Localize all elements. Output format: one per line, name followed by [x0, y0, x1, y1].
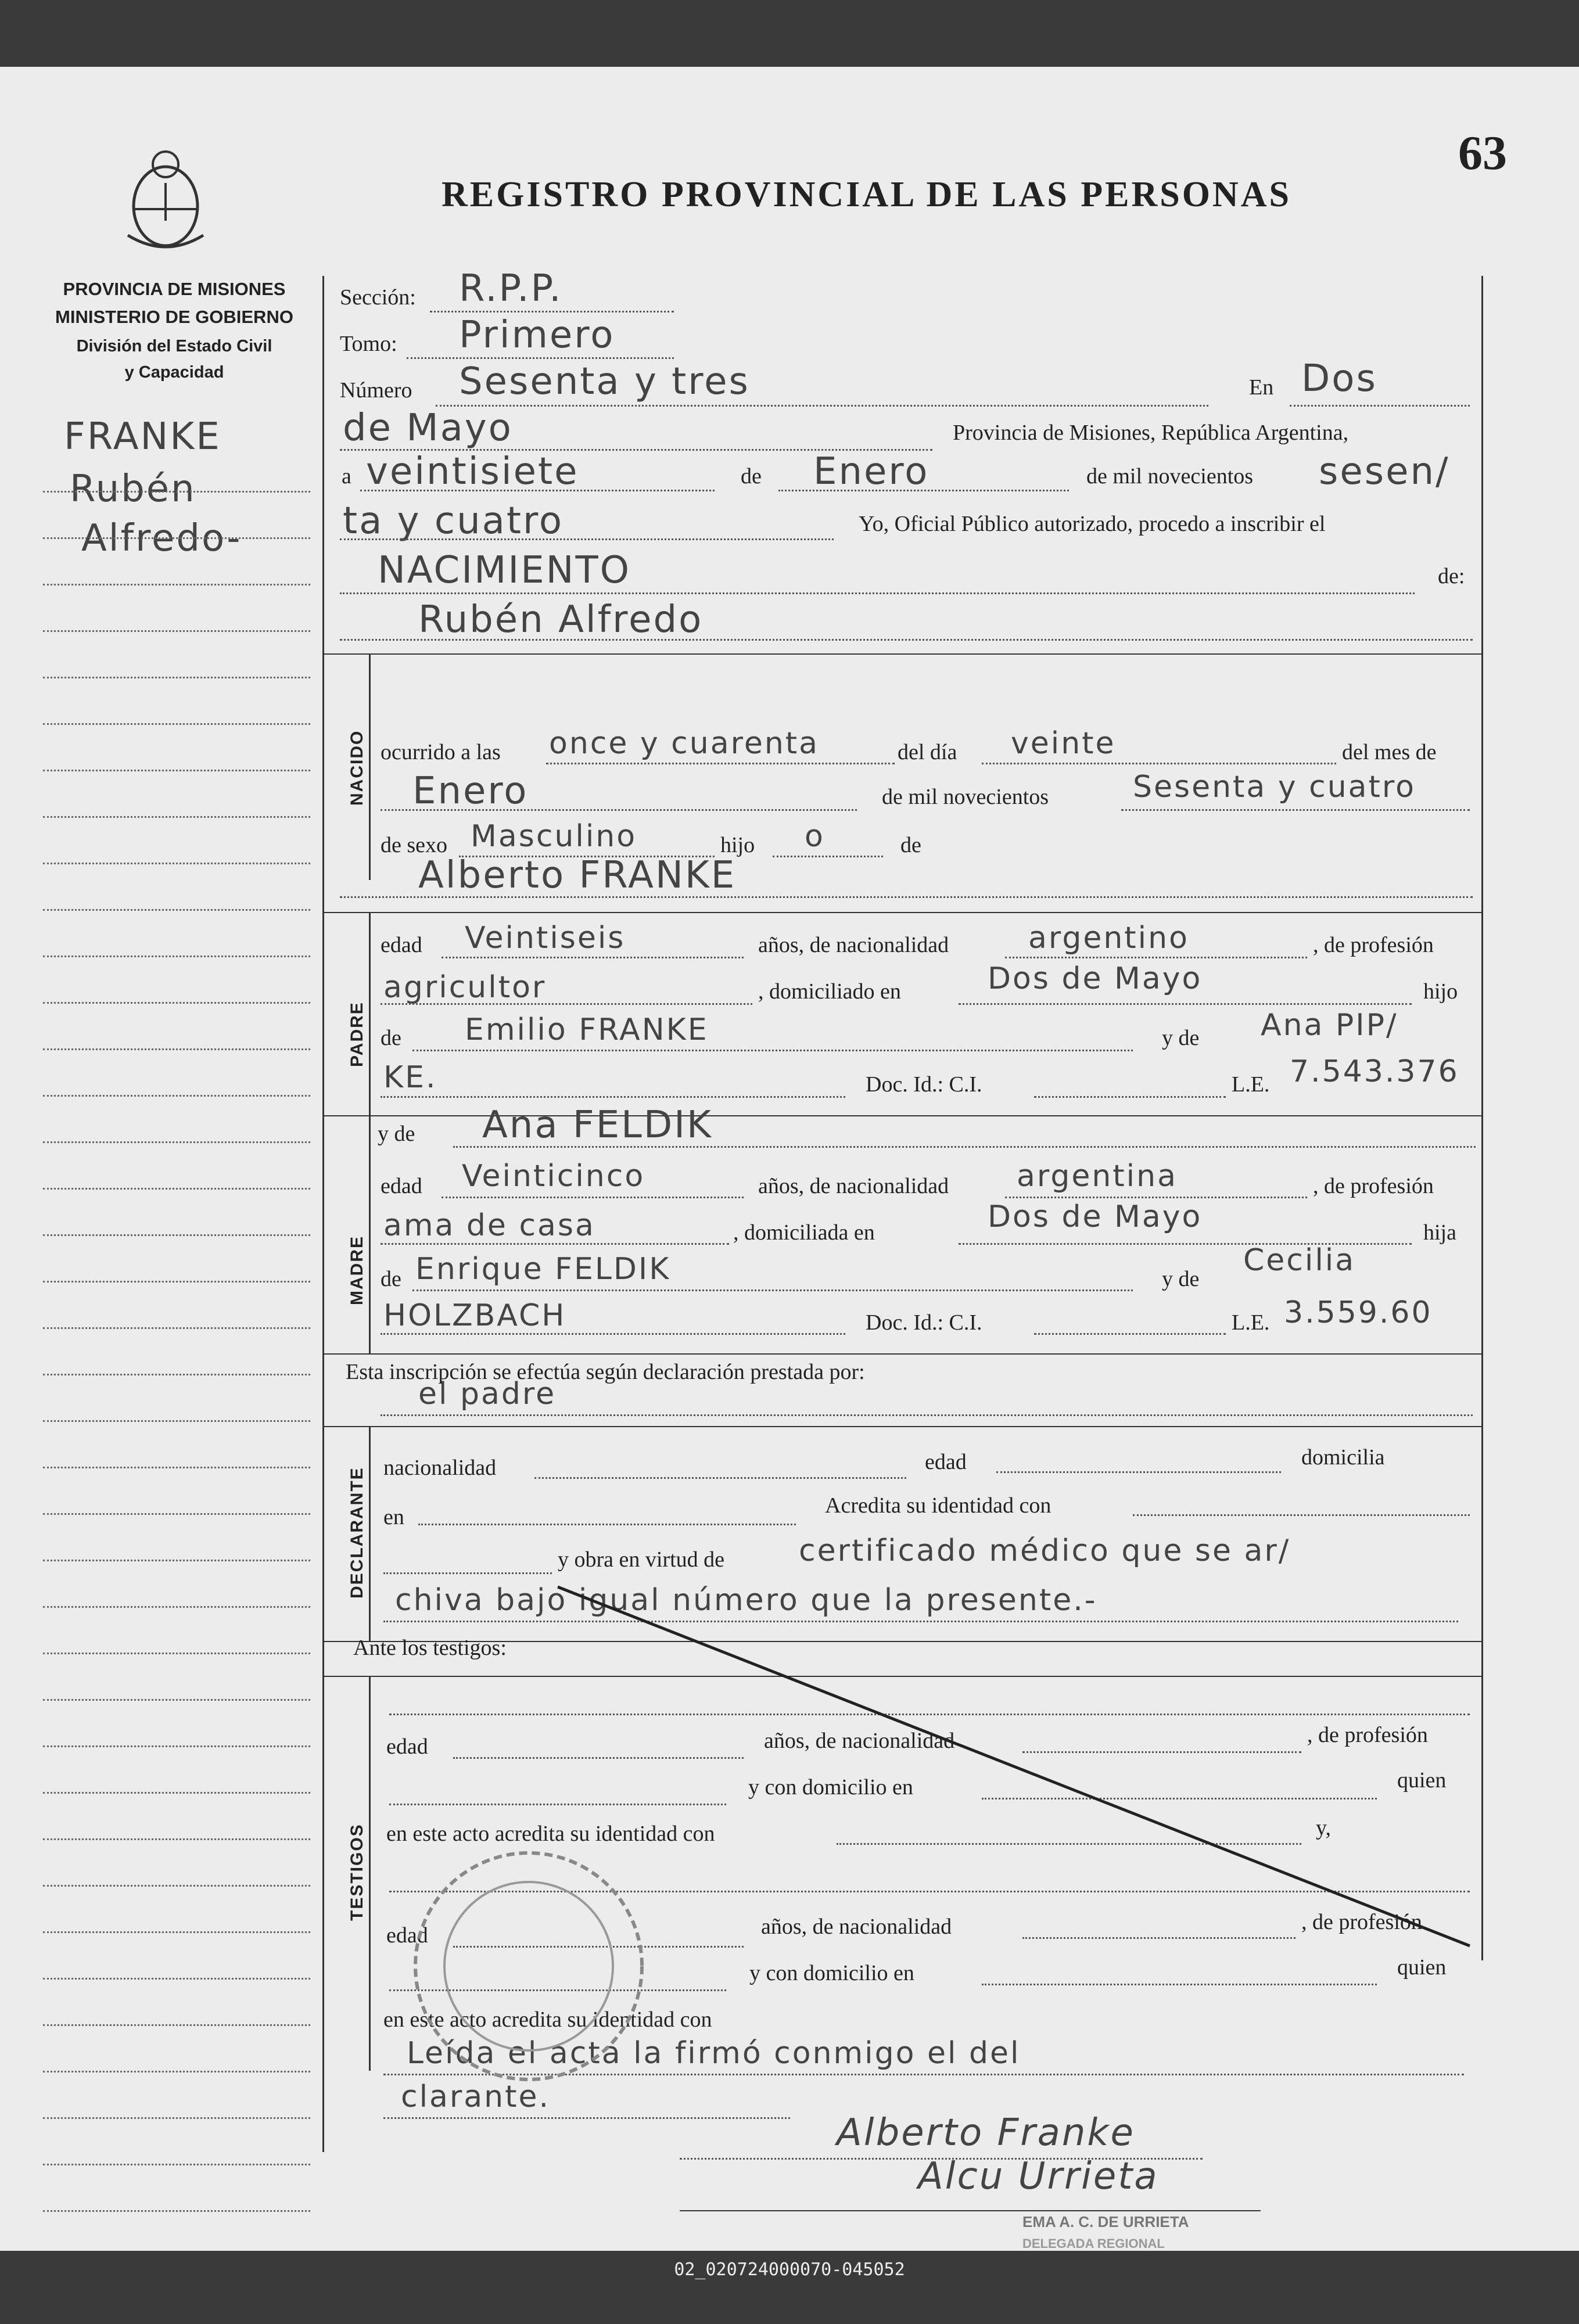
madre-doc-label: Doc. Id.: C.I.	[866, 1310, 982, 1335]
cierre-line1: Leída el acta la firmó conmigo el del	[407, 2036, 1021, 2071]
cierre-line2: clarante.	[401, 2079, 551, 2114]
nacido-mil-label: de mil novecientos	[882, 785, 1049, 809]
fecha-month: Enero	[813, 450, 930, 493]
registry-seal-stamp	[407, 1844, 651, 2088]
madre-nacionalidad: argentina	[1017, 1159, 1178, 1194]
signature-official: Alcu Urrieta	[918, 2155, 1159, 2198]
padre-edad-label: edad	[381, 933, 422, 957]
fecha-a-label: a	[342, 464, 351, 488]
page-number: 63	[1458, 126, 1507, 180]
padre-le-value: 7.543.376	[1290, 1054, 1459, 1089]
padre-padre-de: Emilio FRANKE	[465, 1012, 709, 1047]
padre-doc-label: Doc. Id.: C.I.	[866, 1072, 982, 1097]
madre-madre-de-cont: HOLZBACH	[383, 1298, 566, 1333]
madre-edad-label: edad	[381, 1174, 422, 1198]
section-label-padre: PADRE	[347, 1001, 367, 1067]
nacido-ocurrido-label: ocurrido a las	[381, 740, 501, 764]
testigo2-anos-label: años, de nacionalidad	[761, 1914, 952, 1939]
madre-domiciliada-label: , domiciliada en	[733, 1220, 875, 1245]
margin-middle-name: Alfredo-	[81, 517, 242, 560]
office-province: PROVINCIA DE MISIONES	[63, 279, 286, 299]
numero-place: Dos	[1301, 357, 1377, 400]
nacido-dia: veinte	[1011, 726, 1116, 761]
padre-nacionalidad-label: años, de nacionalidad	[758, 933, 949, 957]
testigo2-quien-label: quien	[1397, 1955, 1447, 1980]
fecha-de-label: de	[741, 464, 762, 488]
madre-padre-de: Enrique FELDIK	[415, 1252, 671, 1287]
padre-edad: Veintiseis	[465, 921, 626, 956]
fecha-year-label: de mil novecientos	[1086, 464, 1254, 488]
office-capacity: y Capacidad	[124, 363, 224, 382]
nacido-hijo-label: hijo	[720, 833, 755, 857]
testigo1-edad-label: edad	[386, 1734, 428, 1759]
testigo2-edad-label: edad	[386, 1923, 428, 1948]
madre-domicilio: Dos de Mayo	[988, 1199, 1203, 1234]
padre-hijo-label: hijo	[1423, 979, 1458, 1004]
madre-y-de-label: y de	[378, 1122, 415, 1146]
padre-de-label: de	[381, 1026, 401, 1050]
testigo1-profesion-label: , de profesión	[1307, 1723, 1428, 1747]
declarante-obra-cont: chiva bajo igual número que la presente.-	[395, 1583, 1097, 1618]
padre-domiciliado-label: , domiciliado en	[758, 979, 901, 1004]
office-division: División del Estado Civil	[76, 337, 272, 355]
testigo1-acredita-label: en este acto acredita su identidad con	[386, 1822, 715, 1846]
oficial-text: Yo, Oficial Público autorizado, procedo a inscribir el	[859, 512, 1326, 536]
nacido-hora: once y cuarenta	[549, 726, 820, 761]
section-label-madre: MADRE	[347, 1235, 367, 1305]
madre-profesion-label: , de profesión	[1313, 1174, 1434, 1198]
testigo2-profesion-label: , de profesión	[1301, 1910, 1422, 1934]
nacido-de-label: de	[900, 833, 921, 857]
declarante-edad-label: edad	[925, 1450, 967, 1474]
madre-le-label: L.E.	[1232, 1310, 1270, 1335]
declarante-obra-label: y obra en virtud de	[558, 1547, 725, 1572]
office-ministry: MINISTERIO DE GOBIERNO	[55, 307, 293, 327]
nacido-mes-label: del mes de	[1342, 740, 1437, 764]
padre-profesion: agricultor	[383, 970, 547, 1005]
padre-y-de-label: y de	[1162, 1026, 1200, 1050]
madre-y-de2-label: y de	[1162, 1267, 1200, 1291]
nacido-hijo-value: o	[805, 819, 825, 854]
official-stamp-title: DELEGADA REGIONAL	[1022, 2236, 1165, 2251]
declarante-nacionalidad-label: nacionalidad	[383, 1456, 497, 1480]
margin-surname: FRANKE	[64, 415, 221, 458]
madre-le-value: 3.559.60	[1284, 1295, 1433, 1330]
page-title: REGISTRO PROVINCIAL DE LAS PERSONAS	[442, 175, 1291, 214]
provincia-text: Provincia de Misiones, República Argentina,	[953, 421, 1349, 445]
signature-declarante: Alberto Franke	[837, 2111, 1135, 2154]
testigo1-quien-label: quien	[1397, 1768, 1447, 1793]
margin-first-name: Rubén	[70, 468, 196, 511]
declaracion-text: Esta inscripción se efectúa según declaración prestada por:	[346, 1360, 865, 1384]
padre-profesion-label: , de profesión	[1313, 933, 1434, 957]
declarante-acredita-label: Acredita su identidad con	[825, 1493, 1052, 1518]
fecha-day: veintisiete	[366, 450, 579, 493]
registry-page	[0, 67, 1579, 2251]
padre-madre-de-cont: KE.	[383, 1060, 437, 1095]
testigo1-y-label: y,	[1316, 1816, 1332, 1840]
numero-place-cont: de Mayo	[343, 407, 513, 450]
section-label-nacido: NACIDO	[347, 730, 367, 806]
madre-madre-de: Cecilia	[1243, 1243, 1356, 1278]
padre-madre-de: Ana PIP/	[1261, 1008, 1398, 1043]
madre-nacionalidad-label: años, de nacionalidad	[758, 1174, 949, 1198]
testigo1-domicilio-label: y con domicilio en	[748, 1775, 913, 1799]
nacido-anio: Sesenta y cuatro	[1133, 770, 1416, 804]
madre-profesion: ama de casa	[383, 1208, 595, 1243]
nacido-mes: Enero	[412, 770, 529, 813]
nacido-sexo: Masculino	[471, 819, 637, 854]
nacido-del-dia-label: del día	[898, 740, 957, 764]
madre-edad: Veinticinco	[462, 1159, 645, 1194]
testigo2-acredita-label: en este acto acredita su identidad con	[383, 2007, 712, 2032]
declarante-en-label: en	[383, 1505, 404, 1529]
acto-de-label: de:	[1438, 564, 1465, 588]
section-label-testigos: TESTIGOS	[347, 1823, 367, 1921]
section-label-declarante: DECLARANTE	[347, 1467, 367, 1599]
acto-value: NACIMIENTO	[378, 549, 631, 592]
madre-de-label: de	[381, 1267, 401, 1291]
numero-en-label: En	[1249, 375, 1274, 400]
declarante-obra-value: certificado médico que se ar/	[799, 1533, 1291, 1568]
testigo2-domicilio-label: y con domicilio en	[749, 1961, 914, 1985]
seccion-label: Sección:	[340, 285, 416, 310]
madre-hija-label: hija	[1423, 1220, 1456, 1245]
seccion-value: R.P.P.	[459, 267, 563, 310]
numero-label: Número	[340, 378, 412, 403]
declarante-value: el padre	[418, 1377, 557, 1411]
numero-value: Sesenta y tres	[459, 360, 750, 403]
testigo1-anos-label: años, de nacionalidad	[764, 1729, 955, 1753]
nombre-value: Rubén Alfredo	[418, 598, 704, 641]
testigos-ante-label: Ante los testigos:	[353, 1636, 507, 1660]
nacido-sexo-label: de sexo	[381, 833, 448, 857]
padre-nacionalidad: argentino	[1028, 921, 1189, 956]
tomo-label: Tomo:	[340, 332, 397, 356]
fecha-year-cont: ta y cuatro	[343, 500, 564, 543]
padre-nombre: Alberto FRANKE	[418, 854, 737, 897]
padre-le-label: L.E.	[1232, 1072, 1270, 1097]
cancellation-stroke	[0, 67, 1579, 2251]
padre-domicilio: Dos de Mayo	[988, 961, 1203, 996]
document-id: 02_020724000070-045052	[674, 2260, 905, 2280]
official-stamp-name: EMA A. C. DE URRIETA	[1022, 2213, 1189, 2230]
tomo-value: Primero	[459, 314, 615, 357]
madre-nombre: Ana FELDIK	[482, 1104, 713, 1147]
fecha-year-value: sesen/	[1319, 450, 1450, 493]
declarante-domicilia-label: domicilia	[1301, 1445, 1385, 1470]
